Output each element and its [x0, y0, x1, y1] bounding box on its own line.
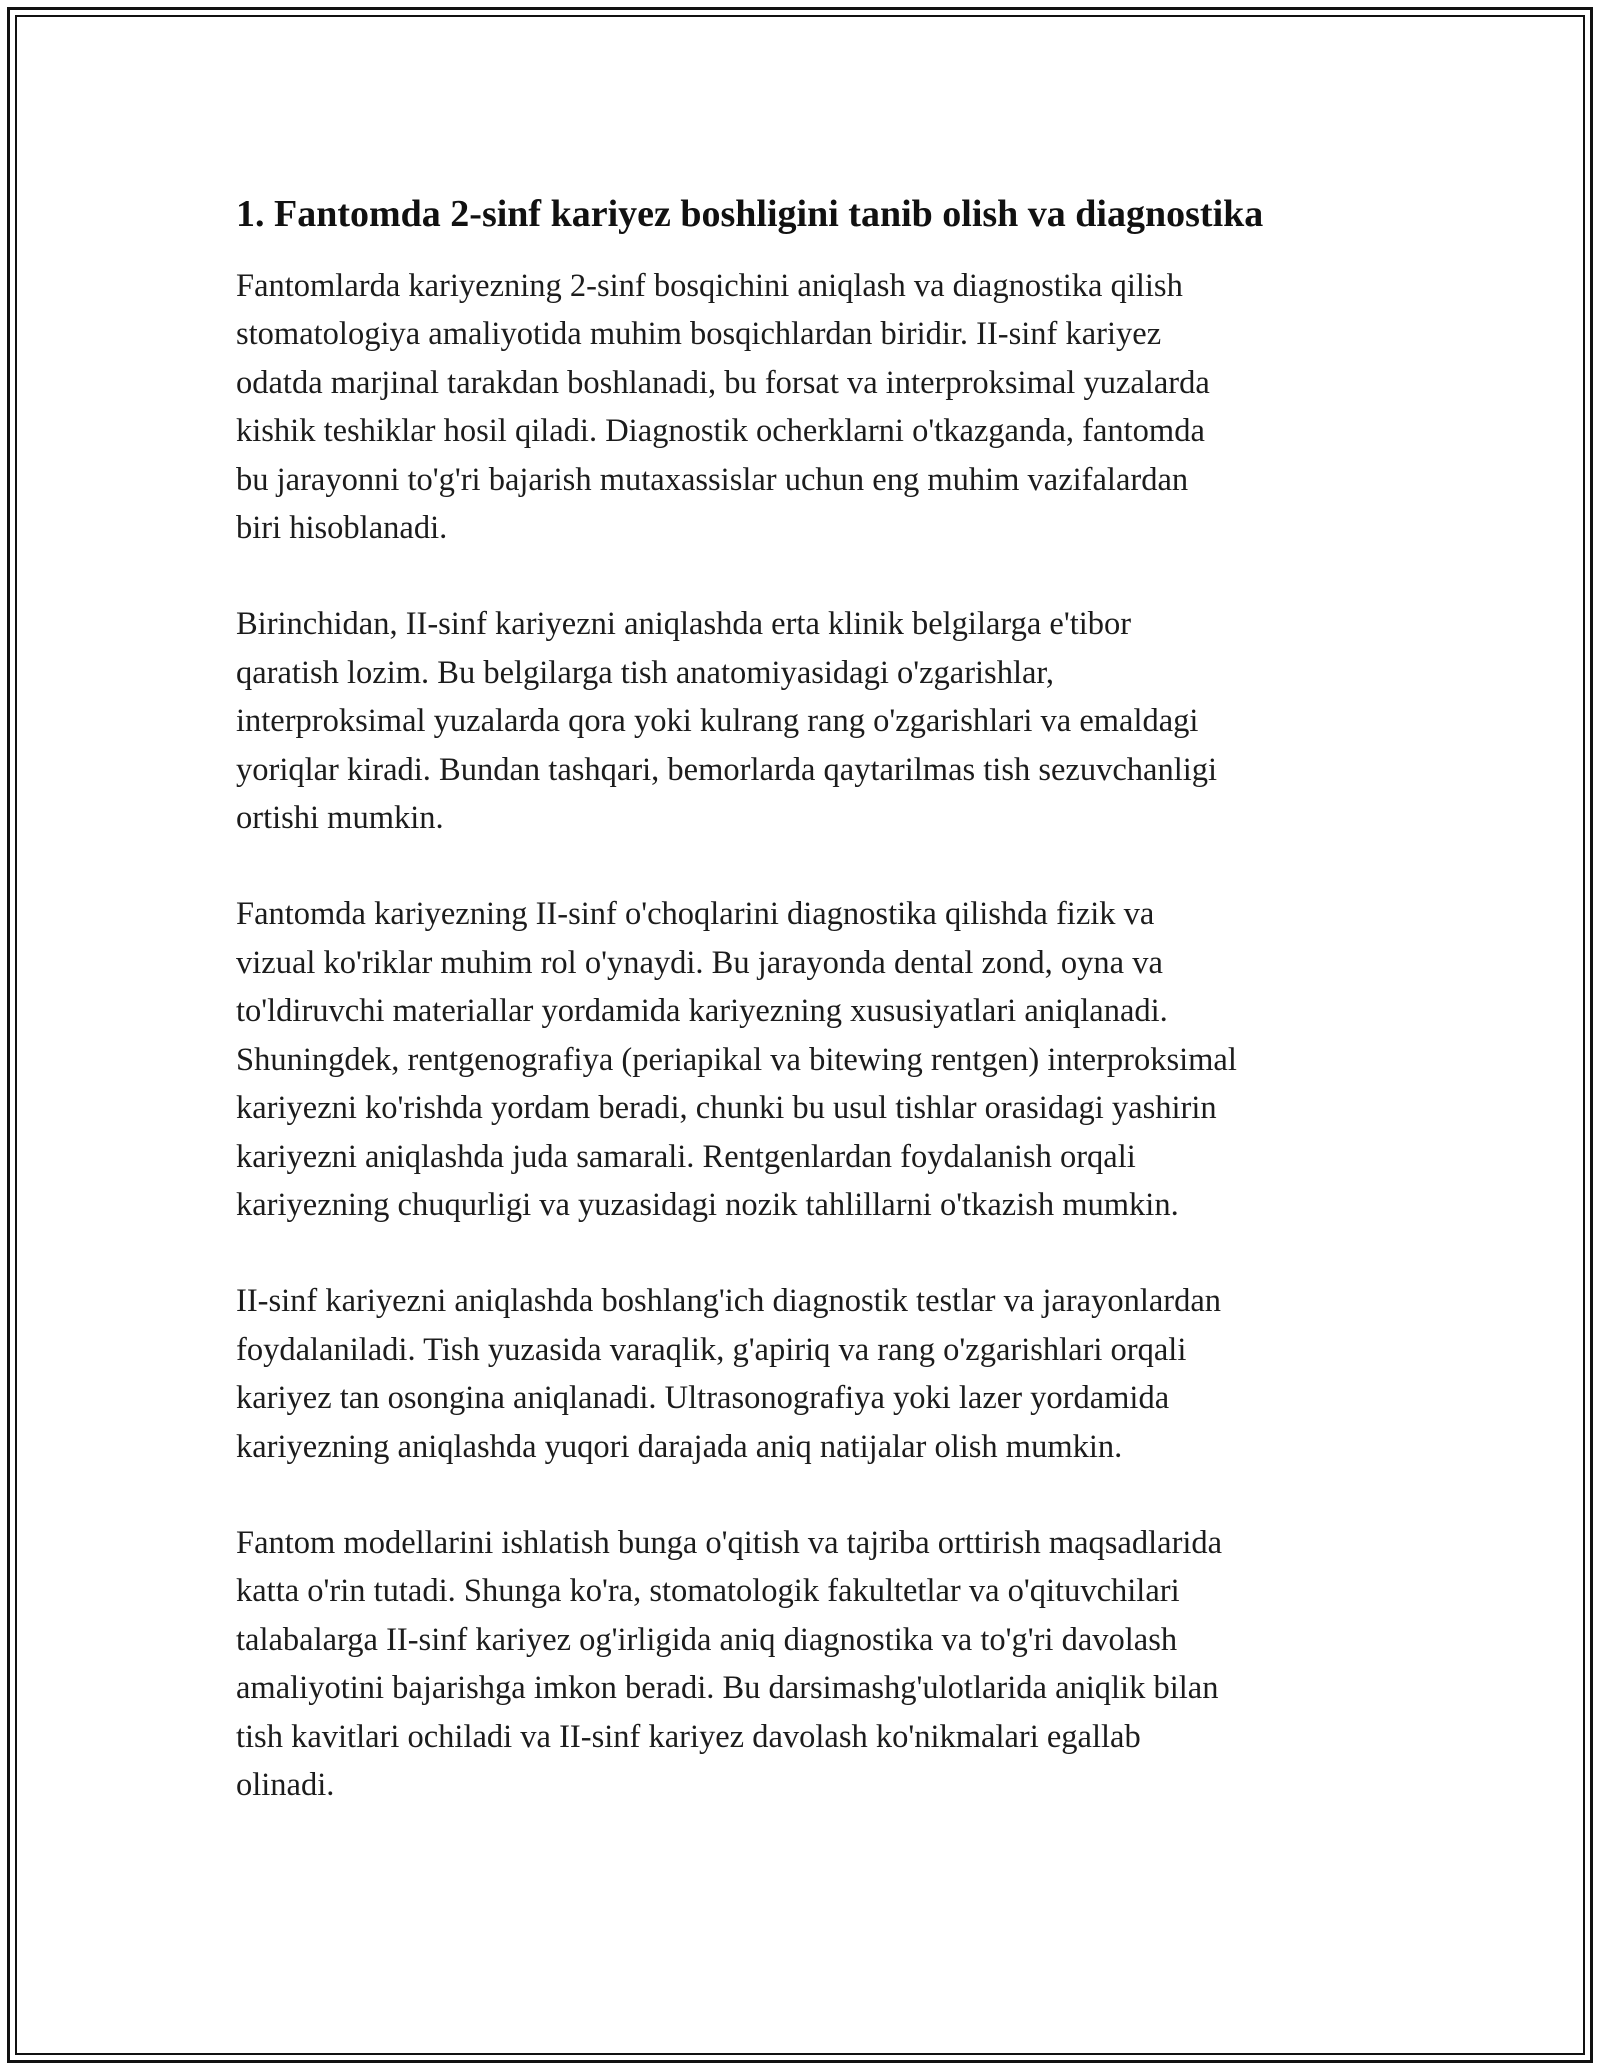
- paragraph-line: tish kavitlari ochiladi va II-sinf kariyez davolash ko'nikmalari egallab: [236, 1718, 1141, 1755]
- paragraph-line: kariyezning chuqurligi va yuzasidagi nozik tahlillarni o'tkazish mumkin.: [236, 1186, 1179, 1223]
- paragraph-line: stomatologiya amaliyotida muhim bosqichlardan biridir. II-sinf kariyez: [236, 316, 1162, 353]
- paragraph-line: ortishi mumkin.: [236, 800, 444, 837]
- paragraph-line: katta o'rin tutadi. Shunga ko'ra, stomatologik fakultetlar va o'qituvchilari: [236, 1573, 1180, 1610]
- paragraph-line: to'ldiruvchi materiallar yordamida kariyezning xususiyatlari aniqlanadi.: [236, 993, 1168, 1030]
- paragraph-line: talabalarga II-sinf kariyez og'irligida aniq diagnostika va to'g'ri davolash: [236, 1621, 1178, 1658]
- paragraph-line: biri hisoblanadi.: [236, 510, 448, 547]
- paragraph-line: Fantom modellarini ishlatish bunga o'qitish va tajriba orttirish maqsadlarida: [236, 1524, 1223, 1561]
- paragraph-line: olinadi.: [236, 1766, 335, 1803]
- paragraph-line: bu jarayonni to'g'ri bajarish mutaxassislar uchun eng muhim vazifalardan: [236, 461, 1189, 498]
- paragraph-2: [236, 600, 1376, 842]
- paragraph-line: qaratish lozim. Bu belgilarga tish anatomiyasidagi o'zgarishlar,: [236, 654, 1055, 691]
- paragraph-line: Birinchidan, II-sinf kariyezni aniqlashda erta klinik belgilarga e'tibor: [236, 606, 1132, 643]
- paragraph-line: Fantomda kariyezning II-sinf o'choqlarini diagnostika qilishda fizik va: [236, 896, 1155, 933]
- paragraph-line: kariyezning aniqlashda yuqori darajada aniq natijalar olish mumkin.: [236, 1428, 1123, 1465]
- paragraph-5: [236, 1519, 1376, 1809]
- paragraph-4: [236, 1277, 1376, 1471]
- document-title: 1. Fantomda 2-sinf kariyez boshligini tanib olish va diagnostika: [236, 193, 1264, 235]
- paragraph-line: kariyez tan osongina aniqlanadi. Ultrasonografiya yoki lazer yordamida: [236, 1380, 1170, 1417]
- paragraph-line: yoriqlar kiradi. Bundan tashqari, bemorlarda qaytarilmas tish sezuvchanligi: [236, 751, 1218, 788]
- document-body: [236, 186, 1376, 1857]
- paragraph-line: Shuningdek, rentgenografiya (periapikal va bitewing rentgen) interproksimal: [236, 1041, 1237, 1078]
- paragraph-line: foydalaniladi. Tish yuzasida varaqlik, g'apiriq va rang o'zgarishlari orqali: [236, 1331, 1187, 1368]
- paragraph-line: vizual ko'riklar muhim rol o'ynaydi. Bu jarayonda dental zond, oyna va: [236, 944, 1163, 981]
- paragraph-1: [236, 262, 1376, 552]
- paragraph-line: II-sinf kariyezni aniqlashda boshlang'ich diagnostik testlar va jarayonlardan: [236, 1283, 1222, 1320]
- paragraph-line: interproksimal yuzalarda qora yoki kulrang rang o'zgarishlari va emaldagi: [236, 703, 1199, 740]
- paragraph-line: amaliyotini bajarishga imkon beradi. Bu darsimashg'ulotlarida aniqlik bilan: [236, 1670, 1219, 1707]
- paragraph-line: odatda marjinal tarakdan boshlanadi, bu forsat va interproksimal yuzalarda: [236, 364, 1210, 401]
- paragraph-3: [236, 890, 1376, 1229]
- paragraph-line: kariyezni ko'rishda yordam beradi, chunki bu usul tishlar orasidagi yashirin: [236, 1090, 1217, 1127]
- paragraph-line: kishik teshiklar hosil qiladi. Diagnostik ocherklarni o'tkazganda, fantomda: [236, 413, 1205, 450]
- paragraph-line: Fantomlarda kariyezning 2-sinf bosqichini aniqlash va diagnostika qilish: [236, 268, 1183, 304]
- paragraph-line: kariyezni aniqlashda juda samarali. Rentgenlardan foydalanish orqali: [236, 1138, 1136, 1175]
